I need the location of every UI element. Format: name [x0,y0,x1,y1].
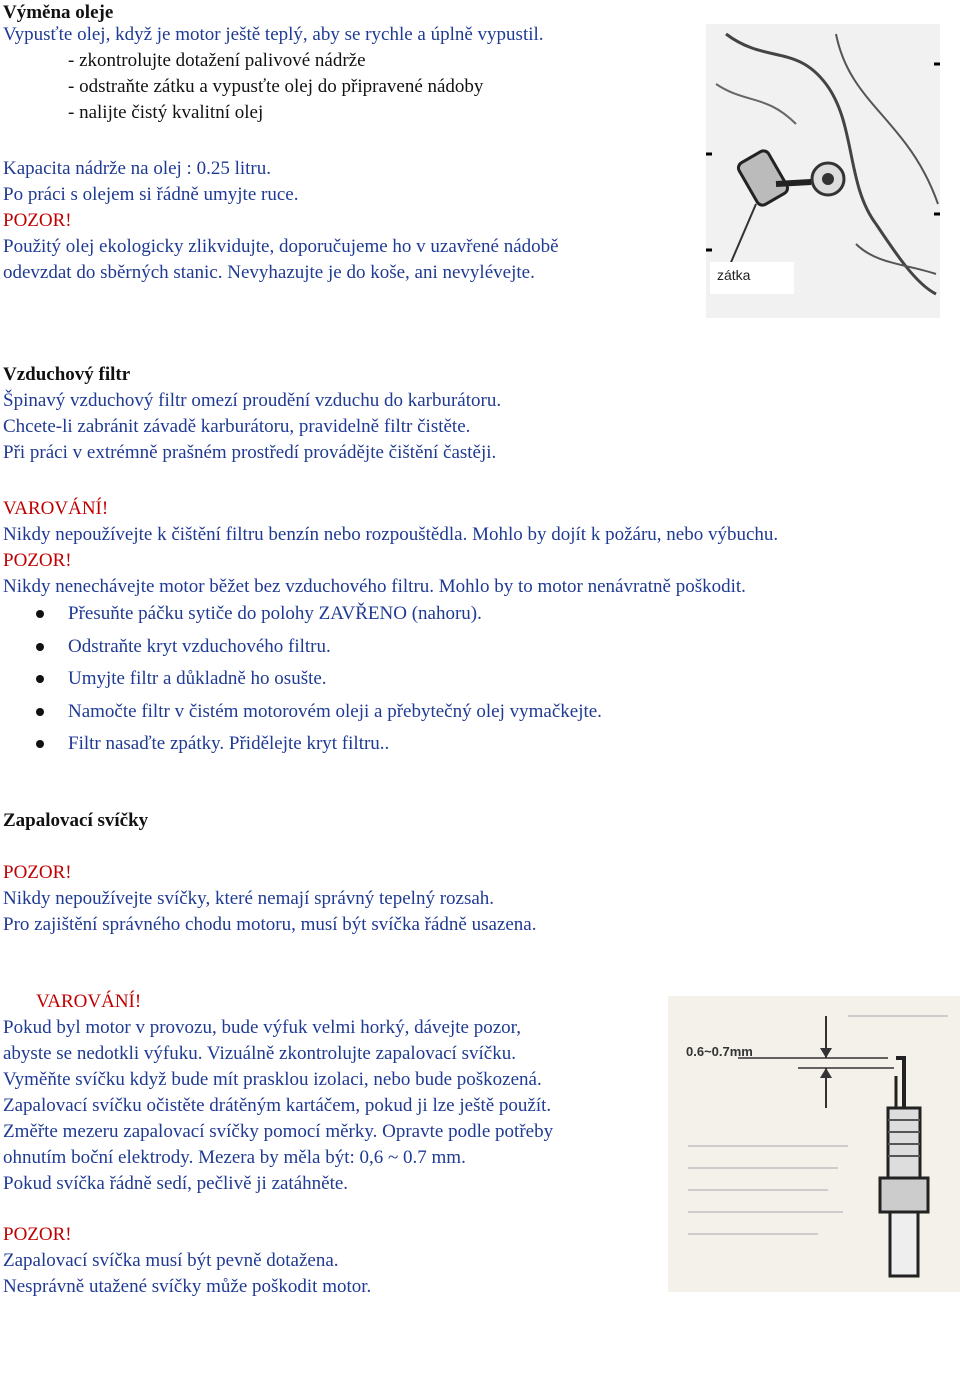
air-warning: VAROVÁNÍ! [3,498,109,519]
bullet-dot [36,708,44,716]
air-text-1: Špinavý vzduchový filtr omezí proudění vzduchu do karburátoru. [3,390,502,411]
bullet-dot [36,610,44,618]
bullet-dot [36,740,44,748]
spark-plug-figure [668,996,960,1292]
air-bullet-4: Namočte filtr v čistém motorovém oleji a přebytečný olej vymačkejte. [68,701,602,722]
plug-warning-line-5: Změřte mezeru zapalovací svíčky pomocí měrky. Opravte podle potřeby [3,1121,554,1142]
plug-caution: POZOR! [3,862,72,883]
air-caution-text: Nikdy nenechávejte motor běžet bez vzduchového filtru. Mohlo by to motor nenávratně poškodit. [3,576,746,597]
bullet-dot [36,643,44,651]
air-caution: POZOR! [3,550,72,571]
air-warning-text: Nikdy nepoužívejte k čištění filtru benzín nebo rozpouštědla. Mohlo by dojít k požáru, nebo výbuchu. [3,524,779,545]
spark-plug-drawing [668,996,960,1292]
oil-capacity: Kapacita nádrže na olej : 0.25 litru. [3,158,272,179]
plug-warning-line-4: Zapalovací svíčku očistěte drátěným kartáčem, pokud ji lze ještě použít. [3,1095,552,1116]
plug-torque-text-2: Nesprávně utažené svíčky může poškodit motor. [3,1276,372,1297]
oil-step-3: - nalijte čistý kvalitní olej [68,102,264,123]
plug-caution-text-2: Pro zajištění správného chodu motoru, musí být svíčka řádně usazena. [3,914,537,935]
bullet-dot [36,675,44,683]
oil-caution: POZOR! [3,210,72,231]
oil-wash-hands: Po práci s olejem si řádně umyjte ruce. [3,184,299,205]
gap-dimension-label: 0.6~0.7mm [686,1044,753,1059]
air-heading: Vzduchový filtr [3,364,131,385]
plug-caution-2: POZOR! [3,1224,72,1245]
oil-eco-line-1: Použitý olej ekologicky zlikvidujte, doporučujeme ho v uzavřené nádobě [3,236,559,257]
air-bullet-3: Umyjte filtr a důkladně ho osušte. [68,668,327,689]
plug-warning-line-6: ohnutím boční elektrody. Mezera by měla být: 0,6 ~ 0.7 mm. [3,1147,466,1168]
oil-intro: Vypusťte olej, když je motor ještě teplý, aby se rychle a úplně vypustil. [3,24,544,45]
oil-eco-line-2: odevzdat do sběrných stanic. Nevyhazujte je do koše, ani nevylévejte. [3,262,535,283]
air-text-2: Chcete-li zabránit závadě karburátoru, pravidelně filtr čistěte. [3,416,471,437]
plug-warning-line-2: abyste se nedotkli výfuku. Vizuálně zkontrolujte zapalovací svíčku. [3,1043,516,1064]
air-text-3: Při práci v extrémně prašném prostředí provádějte čištění častěji. [3,442,497,463]
plug-warning-line-3: Vyměňte svíčku když bude mít prasklou izolaci, nebo bude poškozená. [3,1069,542,1090]
plug-warning-line-1: Pokud byl motor v provozu, bude výfuk velmi horký, dávejte pozor, [3,1017,521,1038]
air-bullet-2: Odstraňte kryt vzduchového filtru. [68,636,331,657]
oil-plug-label: zátka [717,267,751,283]
air-bullet-5: Filtr nasaďte zpátky. Přidělejte kryt filtru.. [68,733,390,754]
oil-plug-figure [706,24,940,318]
air-bullet-1: Přesuňte páčku sytiče do polohy ZAVŘENO (nahoru). [68,603,482,624]
oil-heading: Výměna oleje [3,2,114,23]
oil-step-2: - odstraňte zátku a vypusťte olej do připravené nádoby [68,76,484,97]
plug-warning: VAROVÁNÍ! [36,991,142,1012]
plug-torque-text-1: Zapalovací svíčka musí být pevně dotažena. [3,1250,339,1271]
plug-caution-text-1: Nikdy nepoužívejte svíčky, které nemají správný tepelný rozsah. [3,888,495,909]
oil-step-1: - zkontrolujte dotažení palivové nádrže [68,50,366,71]
plug-heading: Zapalovací svíčky [3,810,149,831]
plug-warning-line-7: Pokud svíčka řádně sedí, pečlivě ji zatáhněte. [3,1173,349,1194]
